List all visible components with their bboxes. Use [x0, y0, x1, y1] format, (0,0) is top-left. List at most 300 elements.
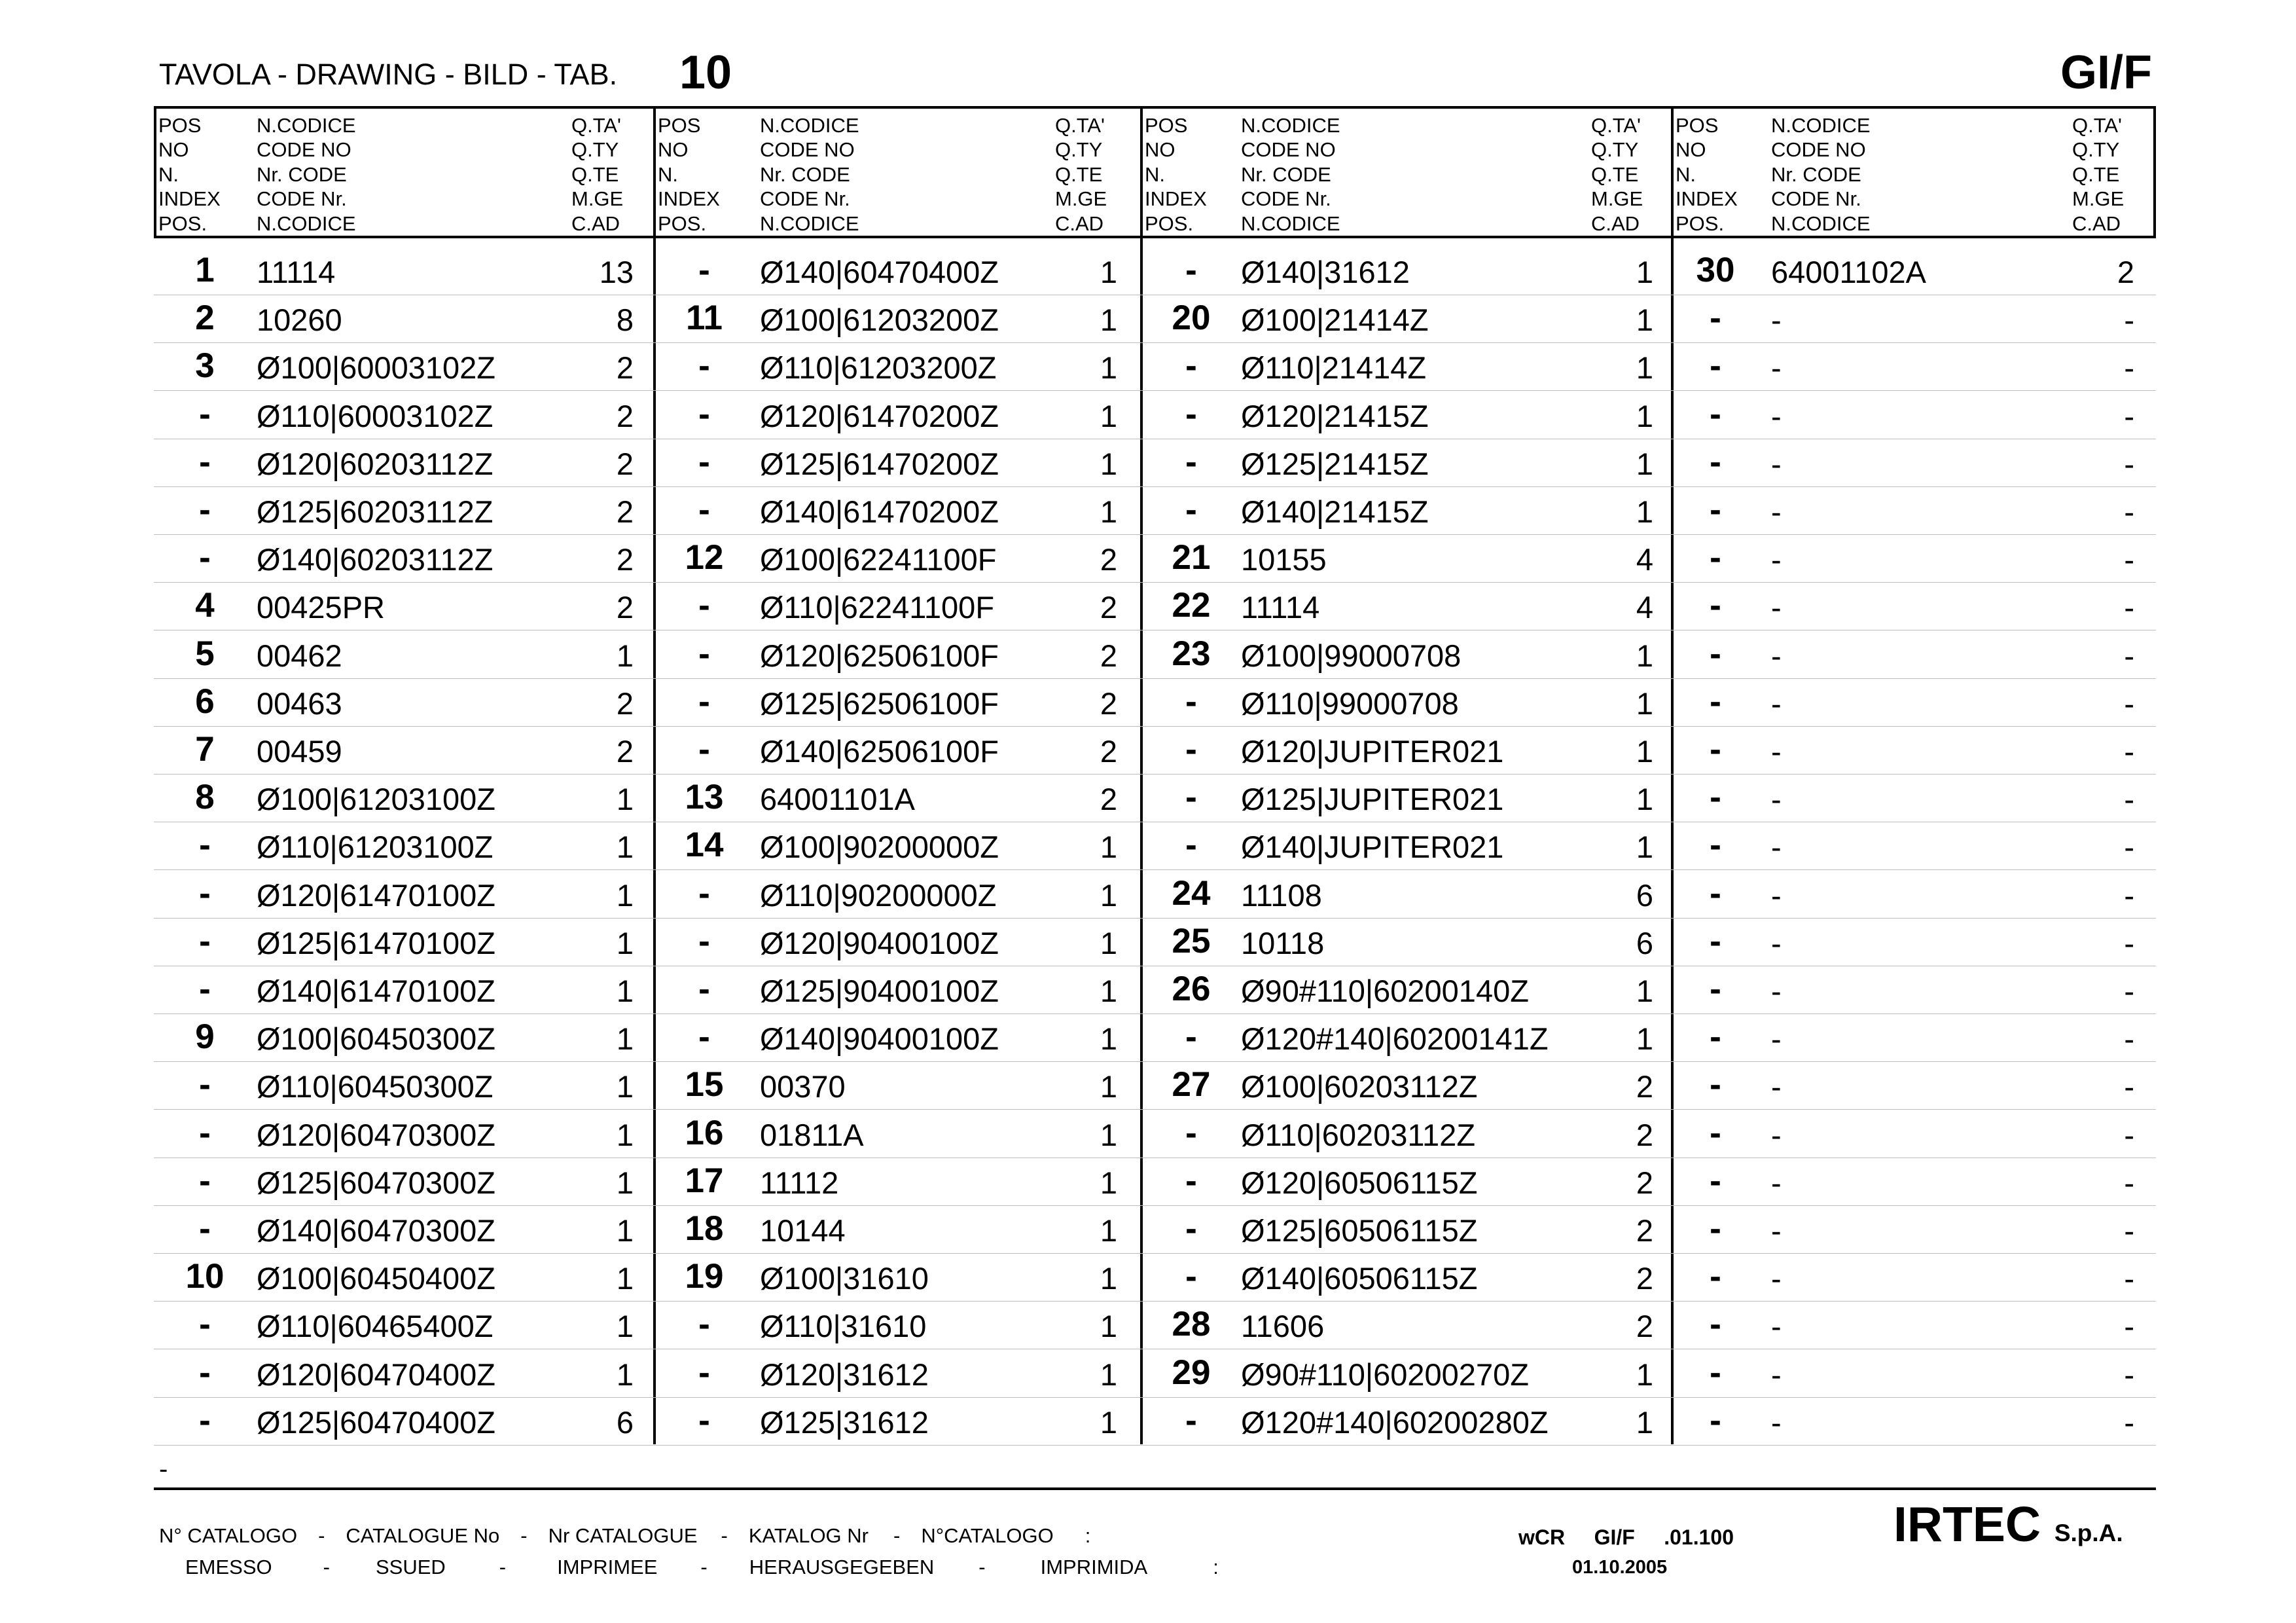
issued-line-part: EMESSO	[185, 1556, 272, 1578]
part-code: Ø110|60003102Z	[257, 398, 493, 433]
position-number: -	[1710, 778, 1721, 817]
column-header-code: CODE NO	[760, 138, 855, 161]
table-row	[154, 583, 653, 630]
part-code: -	[1771, 1069, 1782, 1104]
table-row	[154, 871, 653, 919]
table-row	[1140, 966, 1671, 1014]
issued-line-part: HERAUSGEGEBEN	[749, 1556, 935, 1578]
quantity: -	[2124, 1404, 2134, 1440]
table-row	[1671, 1062, 2156, 1110]
part-code: Ø110|62241100F	[760, 590, 995, 625]
table-row	[653, 247, 1140, 295]
quantity: 1	[1636, 494, 1653, 529]
table-row	[1671, 487, 2156, 535]
table-row	[653, 583, 1140, 630]
part-code: Ø110|60465400Z	[257, 1309, 493, 1344]
table-row	[154, 1014, 653, 1062]
table-row	[1140, 487, 1671, 535]
column-header-pos: N.	[658, 163, 678, 186]
table-row	[1140, 679, 1671, 727]
column-header-code: CODE Nr.	[257, 187, 347, 210]
quantity: 1	[616, 1069, 634, 1104]
quantity: -	[2124, 1117, 2134, 1152]
table-row	[653, 392, 1140, 439]
part-code: Ø120|90400100Z	[760, 925, 999, 960]
position-number: -	[199, 538, 211, 577]
part-code: 11108	[1241, 877, 1322, 913]
position-number: -	[1710, 490, 1721, 529]
row-separator	[1140, 1445, 1671, 1446]
part-code: 10155	[1241, 542, 1327, 577]
column-header-pos: INDEX	[158, 187, 221, 210]
table-frame-edge	[154, 106, 156, 238]
footer-divider	[154, 1487, 2156, 1490]
quantity: 1	[1636, 1357, 1653, 1392]
position-number: -	[199, 1400, 211, 1440]
catalog-line-part: KATALOG Nr	[748, 1524, 869, 1547]
part-code: Ø140|62506100F	[760, 734, 999, 769]
part-code: Ø100|62241100F	[760, 542, 997, 577]
position-number: 20	[1172, 299, 1211, 338]
column-header-pos: NO	[1145, 138, 1175, 161]
position-number: -	[698, 346, 710, 386]
table-row	[1671, 679, 2156, 727]
position-number: -	[199, 1305, 211, 1344]
part-code: -	[1771, 1117, 1782, 1152]
table-row	[653, 966, 1140, 1014]
quantity: -	[2124, 494, 2134, 529]
quantity: 1	[1100, 1404, 1117, 1440]
footer-code-part: GI/F	[1594, 1525, 1635, 1549]
position-number: -	[1185, 251, 1197, 289]
table-row	[1671, 1254, 2156, 1302]
table-row	[154, 1350, 653, 1398]
part-code: -	[1771, 974, 1782, 1008]
column-header-qty: M.GE	[2072, 187, 2125, 210]
issued-line-part: SSUED	[375, 1556, 446, 1578]
column-header-pos: INDEX	[1676, 187, 1738, 210]
catalog-line-part: -	[721, 1524, 728, 1547]
table-row	[1671, 1158, 2156, 1206]
quantity: 1	[616, 1117, 634, 1152]
position-number: -	[1185, 442, 1197, 481]
table-row	[1671, 775, 2156, 822]
quantity: 2	[616, 398, 634, 433]
part-code: 10260	[257, 302, 342, 338]
column-header-pos: POS.	[158, 212, 207, 235]
part-code: Ø100|61203200Z	[760, 302, 999, 338]
quantity: 1	[1100, 398, 1117, 433]
quantity: 2	[1100, 734, 1117, 769]
position-number: -	[1710, 1257, 1721, 1296]
issued-line-part: -	[323, 1556, 330, 1578]
position-number: 16	[685, 1113, 724, 1152]
quantity: 1	[1100, 446, 1117, 481]
position-number: -	[698, 730, 710, 769]
table-row	[1671, 1350, 2156, 1398]
position-number: -	[199, 1161, 211, 1200]
quantity: 1	[1100, 350, 1117, 386]
table-row	[1140, 392, 1671, 439]
part-code: -	[1771, 302, 1782, 338]
position-number: 1	[195, 251, 215, 289]
drawing-title-label: TAVOLA - DRAWING - BILD - TAB.	[159, 58, 618, 91]
position-number: -	[1710, 394, 1721, 433]
issued-line	[185, 1556, 1219, 1579]
position-number: -	[199, 921, 211, 960]
catalog-line	[159, 1524, 1090, 1548]
quantity: 2	[1100, 638, 1117, 673]
position-number: -	[1185, 394, 1197, 433]
part-code: 00425PR	[257, 590, 385, 625]
table-row	[1671, 295, 2156, 343]
part-code: Ø110|61203200Z	[760, 350, 997, 386]
quantity: 1	[616, 1357, 634, 1392]
column-header-qty: Q.TA'	[571, 114, 621, 137]
quantity: 1	[616, 974, 634, 1008]
quantity: 1	[616, 782, 634, 817]
position-number: 2	[195, 299, 215, 338]
column-header-code: Nr. CODE	[1241, 163, 1331, 186]
position-number: 18	[685, 1209, 724, 1248]
column-header-qty: M.GE	[571, 187, 624, 210]
table-row	[1140, 1350, 1671, 1398]
position-number: 28	[1172, 1305, 1211, 1344]
table-row	[653, 1302, 1140, 1349]
position-number: -	[199, 490, 211, 529]
column-header-qty: Q.TY	[1591, 138, 1639, 161]
column-header-qty: Q.TY	[1055, 138, 1103, 161]
quantity: 1	[1636, 830, 1653, 865]
part-code: Ø110|21414Z	[1241, 350, 1427, 386]
column-header-qty: M.GE	[1591, 187, 1643, 210]
company-logo	[1893, 1496, 2123, 1552]
position-number: -	[698, 394, 710, 433]
quantity: -	[2124, 685, 2134, 721]
footer-catalog-code	[1518, 1525, 1734, 1550]
catalog-line-part: -	[893, 1524, 901, 1547]
quantity: 1	[1636, 255, 1653, 289]
column-header-pos: INDEX	[658, 187, 720, 210]
table-row	[653, 1206, 1140, 1254]
quantity: 1	[1100, 925, 1117, 960]
part-code: 11114	[1241, 590, 1320, 625]
column-header-pos: POS	[1145, 114, 1188, 137]
quantity: 2	[1636, 1069, 1653, 1104]
table-frame-edge	[2153, 106, 2156, 238]
position-number: -	[1710, 873, 1721, 913]
position-number: 12	[685, 538, 724, 577]
part-code: Ø120|61470200Z	[760, 398, 999, 433]
table-row	[154, 1062, 653, 1110]
position-number: 19	[685, 1257, 724, 1296]
quantity: 1	[1100, 1069, 1117, 1104]
table-row	[653, 727, 1140, 775]
quantity: -	[2124, 302, 2134, 338]
column-header-qty: M.GE	[1055, 187, 1107, 210]
column-header-code: CODE Nr.	[1771, 187, 1861, 210]
part-code: Ø125|60470300Z	[257, 1165, 496, 1200]
issued-line-part: IMPRIMEE	[557, 1556, 658, 1578]
part-code: Ø110|31610	[760, 1309, 927, 1344]
table-row	[154, 631, 653, 679]
part-code: Ø90#110|60200270Z	[1241, 1357, 1529, 1392]
position-number: -	[1710, 586, 1721, 625]
table-row	[154, 966, 653, 1014]
quantity: -	[2124, 925, 2134, 960]
table-row	[1140, 1110, 1671, 1158]
part-code: Ø100|90200000Z	[760, 830, 999, 865]
part-code: -	[1771, 877, 1782, 913]
table-row	[1671, 919, 2156, 966]
table-row	[653, 1062, 1140, 1110]
quantity: 1	[1636, 350, 1653, 386]
position-number: -	[1710, 1161, 1721, 1200]
column-header-code: N.CODICE	[1771, 114, 1871, 137]
position-number: -	[1185, 346, 1197, 386]
position-number: 11	[685, 299, 723, 338]
position-number: -	[698, 682, 710, 721]
quantity: -	[2124, 1309, 2134, 1344]
part-code: 11112	[760, 1165, 839, 1200]
table-row	[1140, 295, 1671, 343]
position-number: -	[199, 826, 211, 865]
position-number: 10	[185, 1257, 224, 1296]
table-row	[154, 775, 653, 822]
part-code: Ø100|61203100Z	[257, 782, 496, 817]
position-number: -	[1710, 970, 1721, 1008]
position-number: 17	[685, 1161, 724, 1200]
column-header-pos: NO	[158, 138, 189, 161]
part-code: Ø125|JUPITER021	[1241, 782, 1504, 817]
row-separator	[1671, 1445, 2156, 1446]
table-row	[154, 1158, 653, 1206]
quantity: -	[2124, 1357, 2134, 1392]
quantity: 1	[1100, 494, 1117, 529]
part-code: Ø140|60203112Z	[257, 542, 493, 577]
catalog-line-part: N° CATALOGO	[159, 1524, 298, 1547]
table-row	[154, 439, 653, 487]
column-header-qty: C.AD	[1591, 212, 1640, 235]
table-row	[1671, 1398, 2156, 1446]
table-row	[1671, 439, 2156, 487]
position-number: 6	[195, 682, 215, 721]
quantity: -	[2124, 350, 2134, 386]
column-header-qty: Q.TY	[571, 138, 619, 161]
position-number: 29	[1172, 1353, 1211, 1392]
table-row	[154, 822, 653, 870]
issued-line-part: IMPRIMIDA	[1040, 1556, 1148, 1578]
part-code: -	[1771, 398, 1782, 433]
position-number: -	[1185, 682, 1197, 721]
quantity: 6	[616, 1404, 634, 1440]
part-code: Ø140|61470100Z	[257, 974, 496, 1008]
part-code: Ø100|60450300Z	[257, 1021, 496, 1057]
table-row	[154, 727, 653, 775]
position-number: 14	[685, 826, 724, 865]
position-number: -	[1710, 826, 1721, 865]
part-code: Ø110|99000708	[1241, 685, 1459, 721]
quantity: 2	[616, 734, 634, 769]
position-number: 24	[1172, 873, 1211, 913]
part-code: Ø110|60203112Z	[1241, 1117, 1476, 1152]
quantity: 2	[1100, 685, 1117, 721]
position-number: 15	[685, 1065, 724, 1104]
position-number: -	[1710, 1305, 1721, 1344]
footer-date: 01.10.2005	[1572, 1557, 1668, 1578]
catalog-line-part: :	[1085, 1524, 1091, 1547]
table-row	[1671, 727, 2156, 775]
table-row	[653, 535, 1140, 583]
position-number: -	[1185, 490, 1197, 529]
position-number: -	[1710, 634, 1721, 673]
part-code: -	[1771, 1404, 1782, 1440]
table-row	[154, 295, 653, 343]
quantity: 2	[1100, 542, 1117, 577]
part-code: Ø125|62506100F	[760, 685, 999, 721]
quantity: 1	[1100, 1213, 1117, 1248]
company-suffix: S.p.A.	[2054, 1520, 2123, 1546]
table-row	[1140, 631, 1671, 679]
stray-dash: -	[159, 1455, 168, 1484]
position-number: -	[1710, 442, 1721, 481]
quantity: 1	[1636, 1404, 1653, 1440]
position-number: -	[698, 921, 710, 960]
position-number: -	[698, 586, 710, 625]
part-code: -	[1771, 638, 1782, 673]
quantity: 1	[616, 1261, 634, 1296]
part-code: -	[1771, 350, 1782, 386]
quantity: 1	[1636, 1021, 1653, 1057]
part-code: Ø100|60003102Z	[257, 350, 496, 386]
part-code: Ø120|21415Z	[1241, 398, 1429, 433]
column-header-pos: N.	[1676, 163, 1696, 186]
position-number: -	[199, 394, 211, 433]
part-code: Ø100|60203112Z	[1241, 1069, 1478, 1104]
part-code: -	[1771, 1309, 1782, 1344]
quantity: 1	[1100, 1165, 1117, 1200]
part-code: -	[1771, 494, 1782, 529]
position-number: 23	[1172, 634, 1211, 673]
table-row	[653, 871, 1140, 919]
quantity: -	[2124, 974, 2134, 1008]
column-header-code: N.CODICE	[1241, 114, 1340, 137]
quantity: 1	[1636, 302, 1653, 338]
position-number: -	[1710, 1400, 1721, 1440]
position-number: -	[1710, 1353, 1721, 1392]
quantity: 2	[1636, 1261, 1653, 1296]
quantity: 2	[616, 590, 634, 625]
part-code: 00370	[760, 1069, 846, 1104]
drawing-number: 10	[679, 46, 732, 99]
part-code: 11606	[1241, 1309, 1325, 1344]
catalog-line-part: N°CATALOGO	[921, 1524, 1054, 1547]
column-header-pos: NO	[658, 138, 689, 161]
quantity: 2	[1100, 782, 1117, 817]
table-row	[1140, 1302, 1671, 1349]
footer-code-part: .01.100	[1664, 1525, 1734, 1549]
table-row	[154, 1254, 653, 1302]
quantity: 1	[1100, 974, 1117, 1008]
quantity: 1	[1100, 302, 1117, 338]
part-code: Ø125|60506115Z	[1241, 1213, 1478, 1248]
table-row	[1671, 392, 2156, 439]
table-row	[653, 1350, 1140, 1398]
part-code: Ø110|61203100Z	[257, 830, 493, 865]
table-row	[1671, 966, 2156, 1014]
table-row	[1140, 775, 1671, 822]
part-code: Ø100|99000708	[1241, 638, 1462, 673]
part-code: -	[1771, 782, 1782, 817]
quantity: 13	[599, 255, 634, 289]
column-header-code: N.CODICE	[257, 212, 356, 235]
part-code: Ø90#110|60200140Z	[1241, 974, 1529, 1008]
position-number: -	[1185, 1400, 1197, 1440]
table-row	[653, 1110, 1140, 1158]
position-number: 26	[1172, 970, 1211, 1008]
table-row	[1140, 727, 1671, 775]
table-row	[1140, 871, 1671, 919]
part-code: 10144	[760, 1213, 846, 1248]
position-number: 4	[195, 586, 215, 625]
quantity: 6	[1636, 925, 1653, 960]
table-row	[1140, 247, 1671, 295]
quantity: 1	[616, 925, 634, 960]
table-row	[653, 1254, 1140, 1302]
column-header-code: N.CODICE	[1241, 212, 1340, 235]
catalog-line-part: -	[318, 1524, 325, 1547]
position-number: -	[1710, 299, 1721, 338]
part-code: Ø125|60470400Z	[257, 1404, 496, 1440]
quantity: 1	[1100, 1117, 1117, 1152]
part-code: -	[1771, 1213, 1782, 1248]
position-number: -	[698, 1353, 710, 1392]
table-row	[653, 1158, 1140, 1206]
table-row	[154, 535, 653, 583]
part-code: Ø120|61470100Z	[257, 877, 496, 913]
part-code: Ø140|61470200Z	[760, 494, 999, 529]
quantity: 2	[2117, 255, 2134, 289]
position-number: -	[199, 442, 211, 481]
table-row	[1140, 1398, 1671, 1446]
quantity: -	[2124, 1021, 2134, 1057]
quantity: 1	[616, 1165, 634, 1200]
quantity: -	[2124, 542, 2134, 577]
column-header-qty: C.AD	[2072, 212, 2121, 235]
column-header-qty: C.AD	[1055, 212, 1104, 235]
column-header-code: N.CODICE	[760, 114, 859, 137]
quantity: 1	[616, 638, 634, 673]
part-code: Ø110|90200000Z	[760, 877, 997, 913]
part-code: 00463	[257, 685, 342, 721]
column-header-qty: Q.TE	[571, 163, 619, 186]
position-number: 25	[1172, 921, 1211, 960]
table-row	[653, 487, 1140, 535]
position-number: -	[1185, 1209, 1197, 1248]
table-row	[154, 679, 653, 727]
issued-line-part: -	[700, 1556, 708, 1578]
column-header-pos: NO	[1676, 138, 1706, 161]
part-code: Ø120|60470400Z	[257, 1357, 496, 1392]
table-row	[1671, 1014, 2156, 1062]
part-code: -	[1771, 830, 1782, 865]
part-code: Ø100|31610	[760, 1261, 929, 1296]
column-header-pos: INDEX	[1145, 187, 1207, 210]
position-number: 30	[1696, 251, 1735, 289]
position-number: -	[1710, 921, 1721, 960]
part-code: 64001101A	[760, 782, 915, 817]
table-row	[653, 822, 1140, 870]
